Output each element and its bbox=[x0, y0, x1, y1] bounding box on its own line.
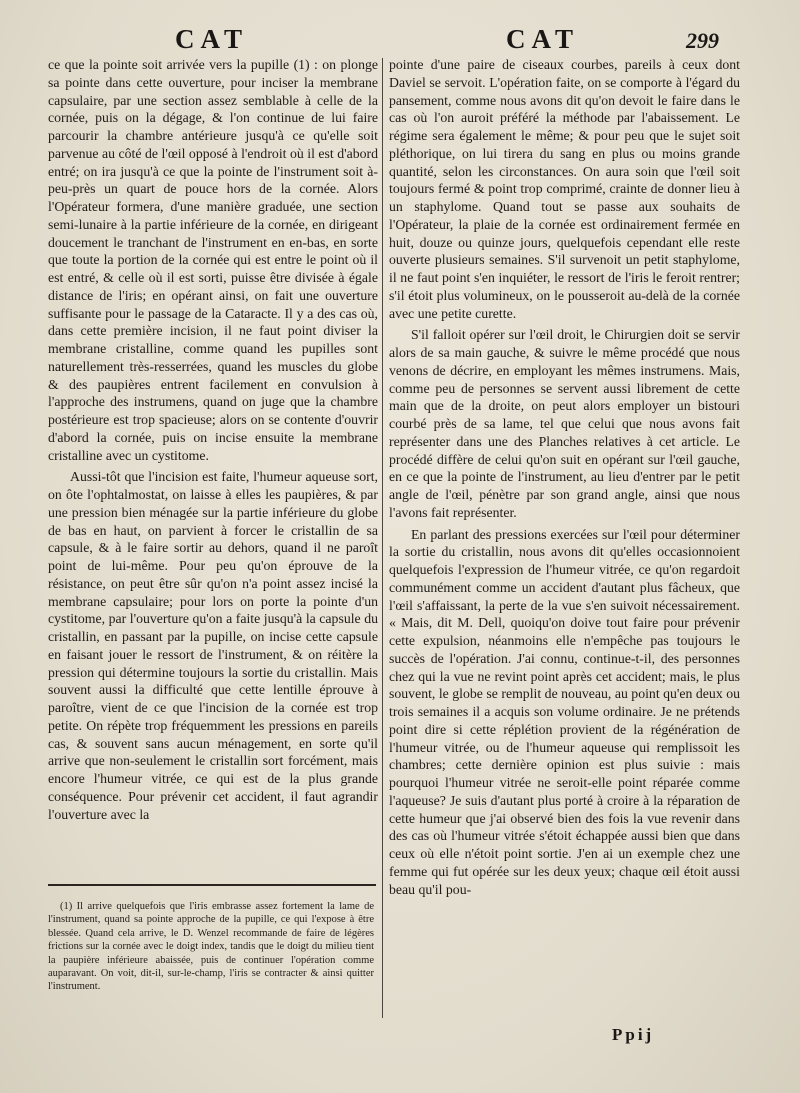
right-paragraph-3: En parlant des pressions exercées sur l'œil pour déterminer la sortie du cristallin, nous avons dit qu'elles occasionnoient quelquefois l'expression de l'humeur vitrée, ce qu'on regardoit communément comme un accident d'autant plus fâcheux, que l'œil s'affaissant, la perte de la vue s'en suivoit nécessairement. « Mais, dit M. Dell, quoiqu'on doive tout faire pour prévenir cette expulsion, néanmoins elle n'empêche pas toujours le succès de l'opération. J'ai connu, continue-t-il, des personnes chez qui la vue ne revint point après cet accident; mais, le plus souvent, le globe se remplit de nouveau, au point qu'en deux ou trois semaines il a acquis son volume ordinaire. Je ne prétends point dire si cette réplétion provient de la régénération de l'humeur vitrée, ou de l'humeur aqueuse qui remplissoit les chambres; cette dernière opinion est plus suivie : mais pourquoi l'humeur vitrée ne seroit-elle point réparée comme l'aqueuse? Je suis d'autant plus porté à croire à la réparation de cette humeur que j'ai observé bien des fois la vue revenir dans des cas où l'humeur vitrée s'étoit échappée aussi bien que dans ceux où elle n'étoit point sortie. J'en ai un exemple chez une femme qui fut opérée sur les deux yeux; chaque œil étoit aussi beau qu'il pou- bbox=[389, 526, 740, 897]
footnote-text: (1) Il arrive quelquefois que l'iris embrasse assez fortement la lame de l'instrument, quand sa pointe approche de la pupille, ce qui l'expose à être blessée. Quand cela arrive, le D. Wenzel recommande de faire de légères frictions sur la cornée avec le doigt index, tandis que le doigt du milieu tient la paupière inférieure abaissée, puis de continuer l'opération comme auparavant. On voit, dit-il, sur-le-champ, l'iris se contracter & ainsi quitter l'instrument. bbox=[48, 901, 374, 993]
left-column bbox=[48, 56, 378, 823]
header-right-word: CAT bbox=[506, 24, 580, 54]
column-divider bbox=[382, 58, 383, 1018]
right-paragraph-2: S'il falloit opérer sur l'œil droit, le Chirurgien doit se servir alors de sa main gauche, & suivre le même procédé que nous venons de décrire, en employant les mêmes instrumens. Mais, comme peu de personnes se servent aussi librement de cette main que de la droite, on peut alors employer un bistouri courbé près de sa lame, tel que celui que nous avons fait représenter dans une des Planches relatives à cet article. Le procédé diffère de celui qu'on suit en opérant sur l'œil gauche, en ce que la pointe de l'instrument, au lieu d'entrer par le petit angle de l'œil, pénètre par son grand angle, ainsi que nous l'avons fait représenter. bbox=[389, 327, 740, 520]
header-left-word: CAT bbox=[175, 24, 249, 54]
left-paragraph-2: Aussi-tôt que l'incision est faite, l'humeur aqueuse sort, on ôte l'ophtalmostat, on laisse à elles les paupières, & par une pression bien ménagée sur la partie inférieure du globe de bas en haut, on parvient à forcer le cristallin de sa capsule, & à le faire sortir au dehors, quand il ne paroît point de lui-même. Pour peu qu'on éprouve de la résistance, on peut être sûr qu'on n'a point assez incisé la membrane capsulaire; pour lors on porte la pointe d'un cystitome, par l'ouverture qu'on a faite jusqu'à la capsule du cristallin, en passant par la pupille, on incise cette capsule en faisant jouer le ressort de l'instrument, & on réitère la pression qui détermine toujours la sortie du cristallin. Mais souvent aussi la difficulté que cette lentille éprouve à paroître, vient de ce que l'incision de la cornée est trop petite. On répète trop fréquemment les pressions en pareils cas, & souvent sans aucun ménagement, en sorte qu'il arrive que non-seulement le cristallin sort forcément, mais encore l'humeur vitrée, ce qui est de la plus grande conséquence. Pour prévenir cet accident, il faut agrandir l'ouverture avec la bbox=[48, 469, 378, 822]
page-number: 299 bbox=[686, 28, 719, 53]
footnote-rule bbox=[48, 884, 376, 886]
right-column bbox=[389, 56, 740, 898]
footnote bbox=[48, 900, 374, 994]
right-paragraph-1: pointe d'une paire de ciseaux courbes, pareils à ceux dont Daviel se servoit. L'opération faite, on se comporte à l'égard du pansement, comme nous avons dit qu'on devoit le faire dans le cas où l'on auroit préféré la méthode par l'abaissement. Le régime sera également le même; & pour peu que le sujet soit pléthorique, on lui tirera du sang en plus ou moins grande quantité, selon les circonstances. On aura soin que l'œil soit toujours fermé & point trop comprimé, crainte de donner lieu à un staphylome. Quand tout se passe aux souhaits de l'Opérateur, la plaie de la cornée est ordinairement fermée en huit, douze ou quinze jours, quelquefois cependant elle reste ouverte plusieurs semaines. S'il survenoit un petit staphylome, il ne faut point s'en inquiéter, le ressort de l'iris le feroit rentrer; s'il étoit plus volumineux, on le pousseroit au-delà de la cornée avec une petite curette. bbox=[389, 57, 740, 321]
signature-mark: Ppij bbox=[612, 1025, 655, 1044]
left-paragraph-1: ce que la pointe soit arrivée vers la pupille (1) : on plonge sa pointe dans cette ouverture, pour inciser la membrane capsulaire, par une section assez semblable à celle de la cornée, puis on la dégage, & l'on continue de lui faire parcourir la chambre antérieure jusqu'à ce qu'elle soit parvenue au côté de l'œil opposé à l'endroit où il est d'abord entré; on ira jusqu'à ce que la pointe de l'instrument soit à-peu-près un quart de pouce hors de la cornée. Alors l'Opérateur formera, d'une manière graduée, une section semi-lunaire à la partie inférieure de la cornée, en dirigeant doucement le tranchant de l'instrument en en-bas, en sorte que toute la portion de la cornée qui est entre le point où il est entré, & celle où il est sorti, puisse être divisée à égale distance de l'iris; en opérant ainsi, on fait une ouverture suffisante pour le passage de la Cataracte. Il y a des cas où, dans cette première incision, il ne faut point diviser la membrane cristalline, comme quand les pupilles sont naturellement très-resserrées, quand les muscles du globe & des paupières entrent facilement en convulsion à l'approche des instrumens, quand on juge que la chambre postérieure est trop spacieuse; alors on se contente d'ouvrir d'abord la cornée, puis on incise ensuite la membrane cristalline avec un cystitome. bbox=[48, 57, 378, 463]
